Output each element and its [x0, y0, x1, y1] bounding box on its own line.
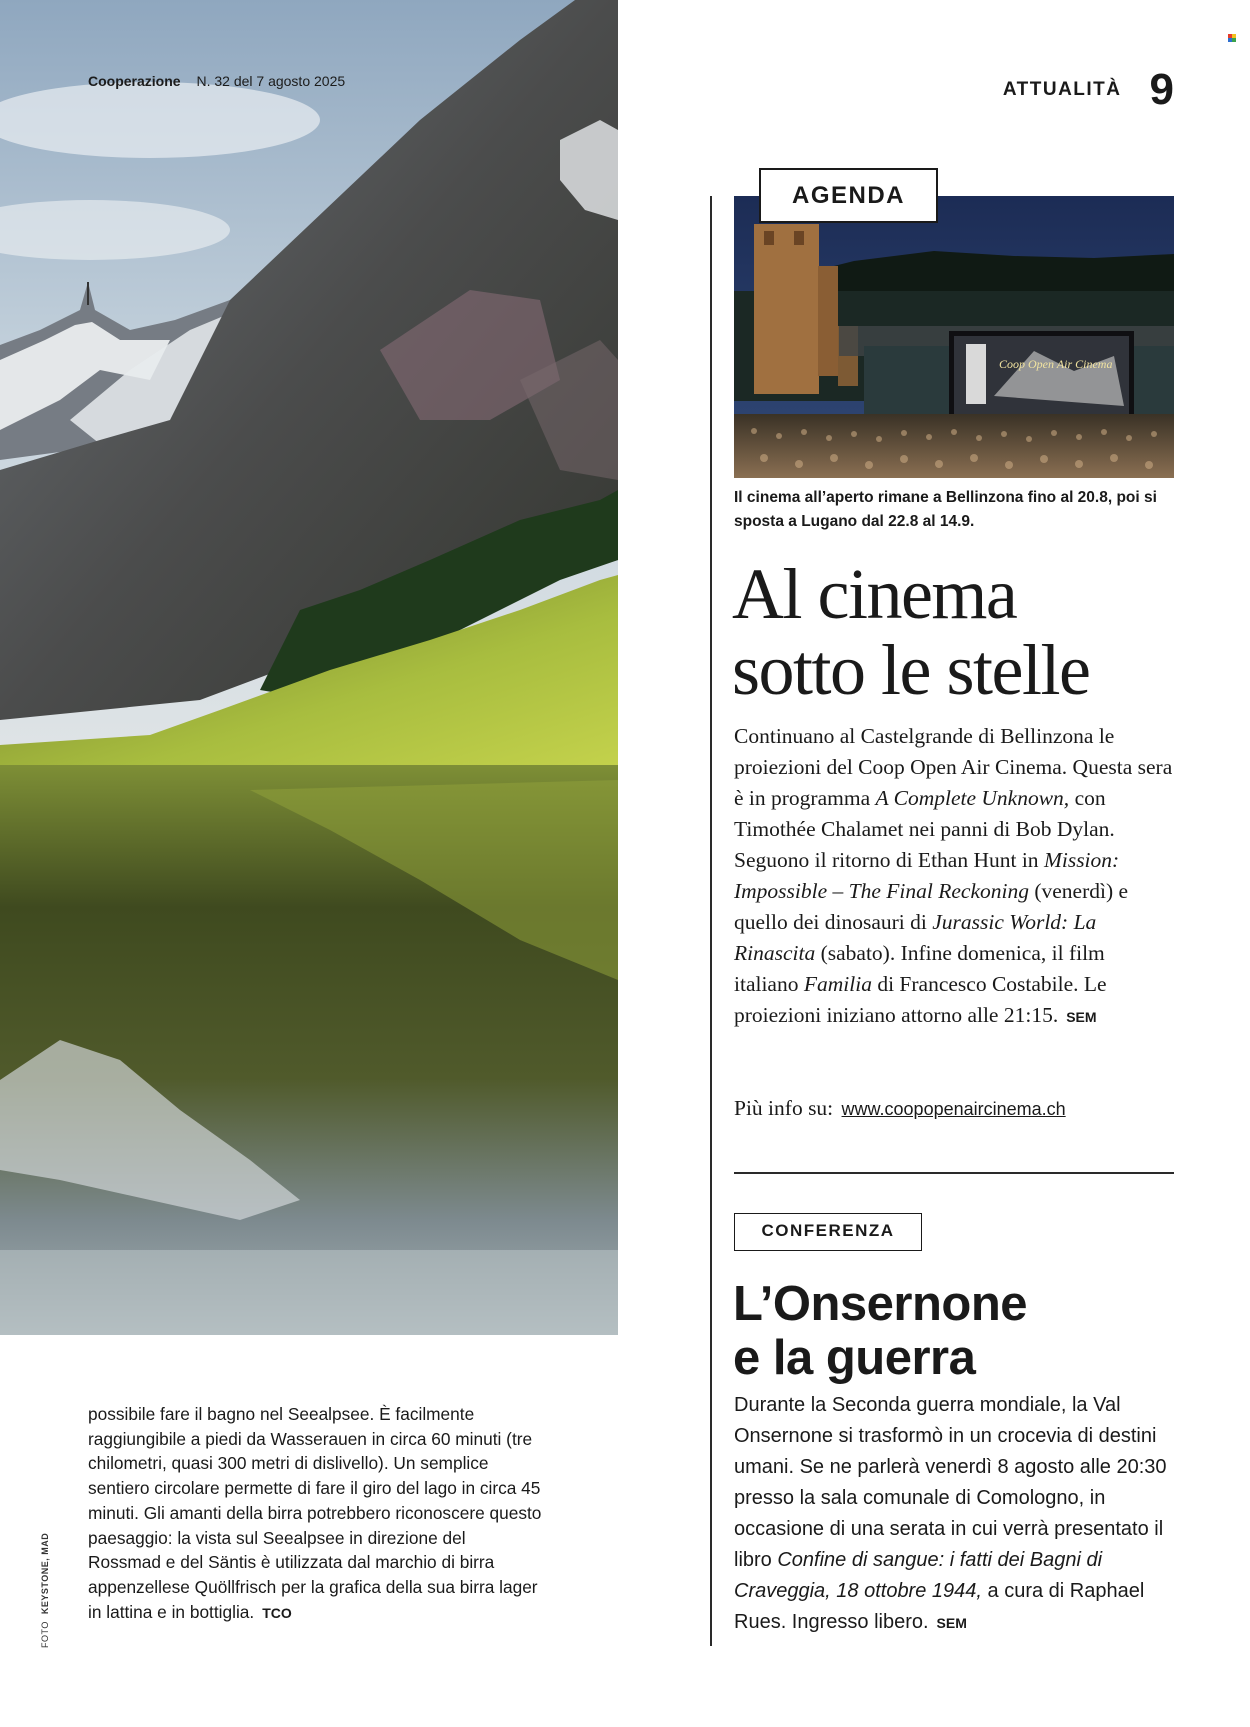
photo-credit-agency: KEYSTONE, MAD [40, 1532, 50, 1615]
photo-credit-label: FOTO [40, 1621, 50, 1648]
section-header [1002, 65, 1174, 114]
more-info [734, 1093, 1174, 1125]
publication-name: Cooperazione [88, 73, 181, 89]
screen-title-text: Coop Open Air Cinema [999, 357, 1113, 371]
cinema-signoff: SEM [1066, 1009, 1097, 1025]
agenda-label: AGENDA [759, 168, 938, 223]
film-title: A Complete Unknown, [875, 786, 1070, 810]
film-title: Familia [803, 972, 872, 996]
print-color-mark-icon [1228, 34, 1236, 42]
film-title: Mission: Impossible – The Final Reckoning [734, 848, 1120, 903]
cinema-headline-line1: Al cinema [732, 554, 1017, 634]
cinema-body-text: (venerdì) e quello dei dinosauri di [734, 879, 1129, 934]
conference-headline-line2: e la guerra [733, 1331, 976, 1385]
issue-info: N. 32 del 7 agosto 2025 [196, 73, 346, 89]
conference-headline-line1: L’Onsernone [733, 1277, 1028, 1331]
conference-body-text: a cura di Raphael Rues. Ingresso libero. [734, 1580, 1145, 1633]
cinema-website-link[interactable]: www.coopopenaircinema.ch [841, 1099, 1066, 1119]
cinema-body-text: di Francesco Costabile. Le proiezioni iniziano attorno alle 21:15. [734, 972, 1107, 1027]
cinema-body-text: (sabato). Infine domenica, il film italiano [734, 941, 1105, 996]
conference-label: CONFERENZA [734, 1213, 922, 1251]
left-article-signoff: TCO [262, 1604, 292, 1621]
cinema-headline-line2: sotto le stelle [732, 630, 1090, 710]
section-divider [734, 1172, 1174, 1174]
left-article-text [88, 1402, 543, 1625]
photo-credit [40, 1533, 50, 1648]
cinema-headline [732, 556, 1182, 708]
open-air-cinema-photo [734, 196, 1174, 478]
book-title: Confine di sangue: i fatti dei Bagni di Craveggia, 18 ottobre 1944, [734, 1549, 1103, 1602]
photo-caption: Il cinema all’aperto rimane a Bellinzona fino al 20.8, poi si sposta a Lugano dal 22.8 al 14.9. [734, 489, 1157, 530]
section-name: ATTUALITÀ [1002, 79, 1122, 100]
conference-body [734, 1390, 1174, 1639]
conference-signoff: SEM [936, 1615, 967, 1631]
more-info-label: Più info su: [734, 1096, 834, 1120]
masthead [88, 73, 345, 89]
conference-headline [733, 1277, 1183, 1385]
cinema-body-text: Continuano al Castelgrande di Bellinzona le proiezioni del Coop Open Air Cinema. Questa sera è in programma [734, 724, 1173, 810]
conference-body-text: Durante la Seconda guerra mondiale, la Val Onsernone si trasformò in un crocevia di destini umani. Se ne parlerà venerdì 8 agosto alle 20:30 presso la sala comunale di Comologno, in occasione di una serata in cui verrà presentato il libro [734, 1394, 1167, 1571]
column-divider [710, 196, 712, 1646]
left-article-paragraph: possibile fare il bagno nel Seealpsee. È facilmente raggiungibile a piedi da Wasserauen in circa 60 minuti (tre chilometri, quasi 300 metri di dislivello). Un semplice sentiero circolare permette di fare il giro del lago in circa 45 minuti. Gli amanti della birra potrebbero riconoscere questo paesaggio: la vista sul Seealpsee in direzione del Rossmad e del Säntis è utilizzata dal marchio di birra appenzellese Quöllfrisch per la grafica della sua birra lager in lattina e in bottiglia. [88, 1404, 542, 1622]
seealpsee-photo [0, 0, 618, 1335]
page-number: 9 [1149, 65, 1174, 114]
film-title: Jurassic World: La Rinascita [734, 910, 1097, 965]
cinema-body [734, 721, 1174, 1033]
cinema-body-text: con Timothée Chalamet nei panni di Bob Dylan. Seguono il ritorno di Ethan Hunt in [734, 786, 1115, 872]
